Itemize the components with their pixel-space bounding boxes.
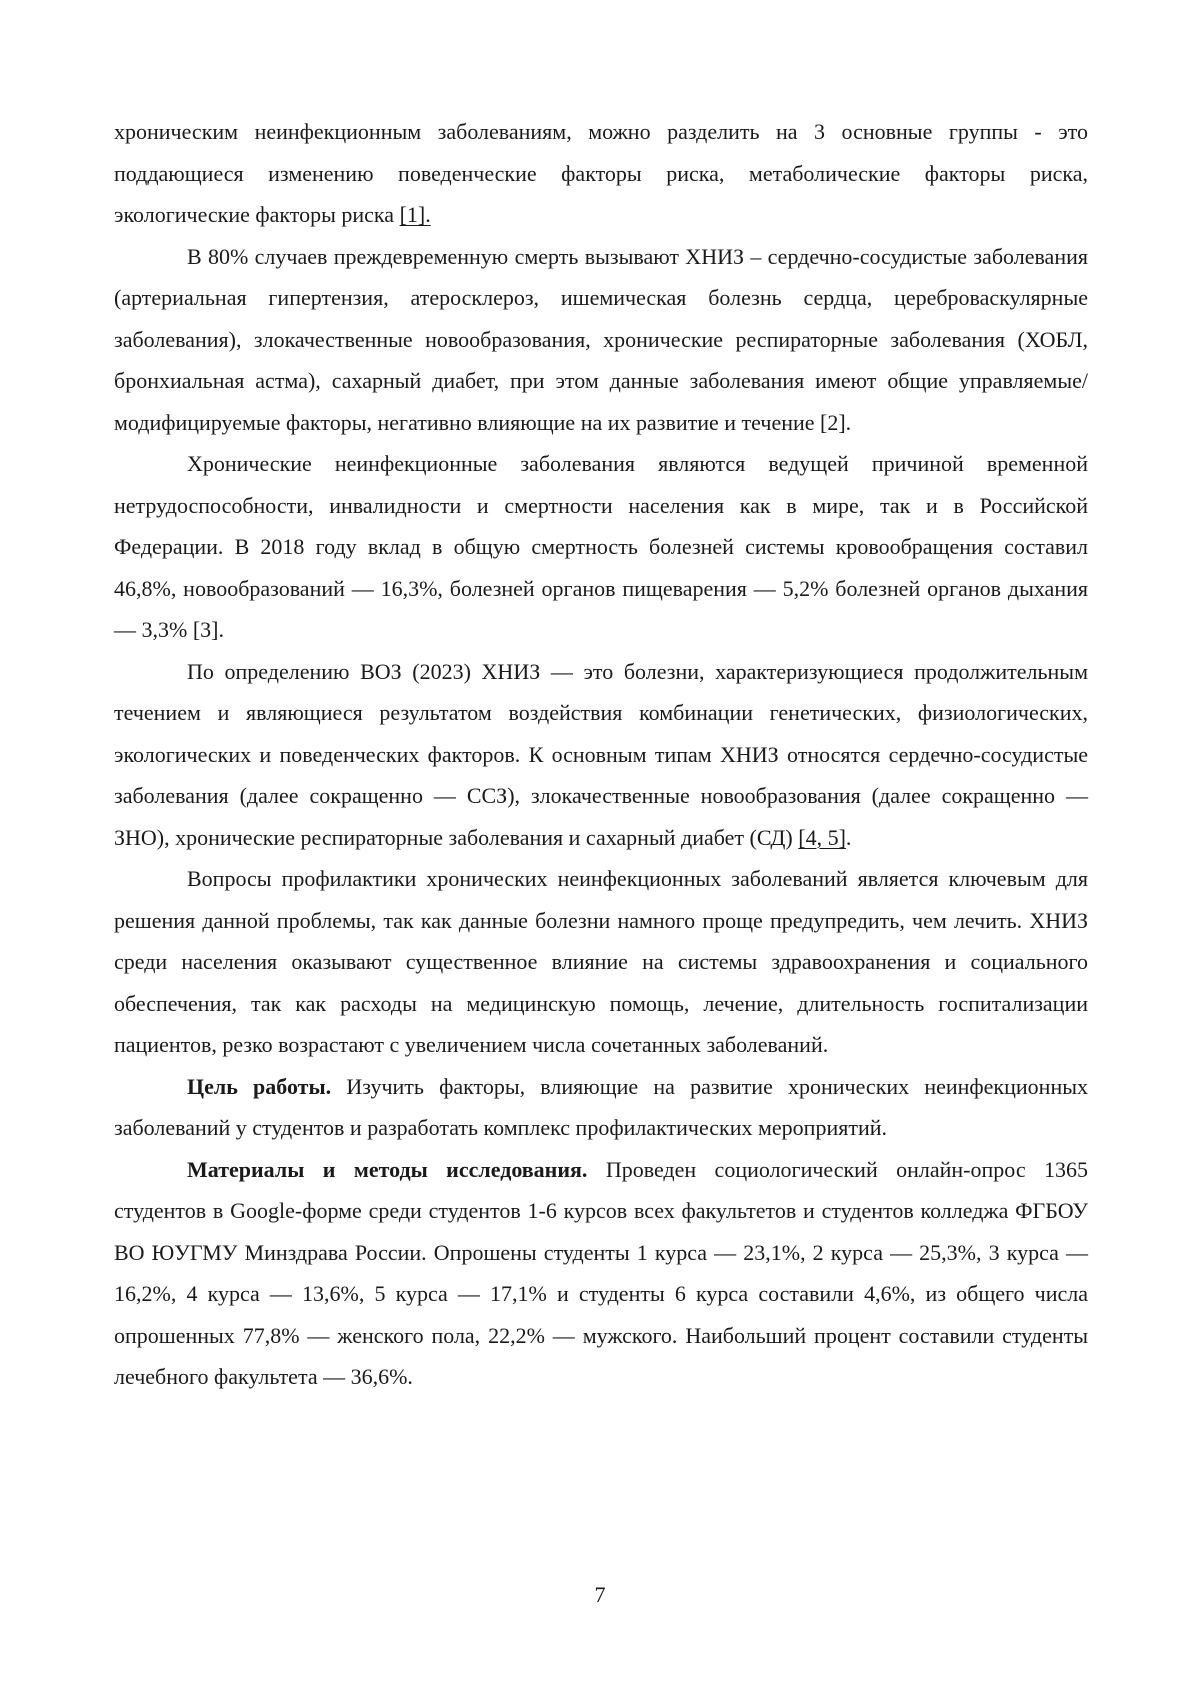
paragraph-prevention [114,858,1088,1066]
paragraph-text: Проведен социологический онлайн-опрос 1365 студентов в Google-форме среди студентов 1-6 курсов всех факультетов и студентов колледжа ФГБОУ ВО ЮУГМУ Минздрава России. Опрошены студенты 1 курса — 23,1%, 2 курса — 25,3%, 3 курса — 16,2%, 4 курса — 13,6%, 5 курса — 17,1% и студенты 6 курса составили 4,6%, из общего числа опрошенных 77,8% — женского пола, 22,2% — мужского. Наибольший процент составили студенты лечебного факультета — 36,6%. [114,1157,1088,1390]
page-number: 7 [0,1580,1200,1610]
paragraph-mortality-statistics [114,443,1088,651]
paragraph-text: хроническим неинфекционным заболеваниям, можно разделить на 3 основные группы - это поддающиеся изменению поведенческие факторы риска, метаболические факторы риска, экологические факторы риска [114,119,1088,227]
citation-link[interactable]: [4, 5] [798,825,846,850]
document-body [114,111,1088,1398]
paragraph-text: В 80% случаев преждевременную смерть вызывают ХНИЗ – сердечно-сосудистые заболевания (артериальная гипертензия, атеросклероз, ишемическая болезнь сердца, цереброваскулярные заболевания), злокачественные новообразования, хронические респираторные заболевания (ХОБЛ, бронхиальная астма), сахарный диабет, при этом данные заболевания имеют общие управляемые/модифицируемые факторы, негативно влияющие на их развитие и течение [2]. [114,244,1088,435]
section-heading-goal: Цель работы. [187,1074,331,1099]
section-heading-methods: Материалы и методы исследования. [187,1157,587,1182]
paragraph-tail: . [846,825,852,850]
paragraph-text: Хронические неинфекционные заболевания являются ведущей причиной временной нетрудоспособности, инвалидности и смертности населения как в мире, так и в Российской Федерации. В 2018 году вклад в общую смертность болезней системы кровообращения составил 46,8%, новообразований — 16,3%, болезней органов пищеварения — 5,2% болезней органов дыхания — 3,3% [3]. [114,451,1088,642]
paragraph-text: По определению ВОЗ (2023) ХНИЗ — это болезни, характеризующиеся продолжительным течением и являющиеся результатом воздействия комбинации генетических, физиологических, экологических и поведенческих факторов. К основным типам ХНИЗ относятся сердечно-сосудистые заболевания (далее сокращенно — ССЗ), злокачественные новообразования (далее сокращенно — ЗНО), хронические респираторные заболевания и сахарный диабет (СД) [114,659,1088,850]
paragraph-premature-death [114,236,1088,444]
paragraph-who-definition [114,651,1088,859]
paragraph-materials-methods [114,1149,1088,1398]
paragraph-goal [114,1066,1088,1149]
paragraph-text: Изучить факторы, влияющие на развитие хронических неинфекционных заболеваний у студентов и разработать комплекс профилактических мероприятий. [114,1074,1088,1141]
paragraph-risk-factor-groups [114,111,1088,236]
citation-link[interactable]: [1]. [400,202,431,227]
paragraph-text: Вопросы профилактики хронических неинфекционных заболеваний является ключевым для решения данной проблемы, так как данные болезни намного проще предупредить, чем лечить. ХНИЗ среди населения оказывают существенное влияние на системы здравоохранения и социального обеспечения, так как расходы на медицинскую помощь, лечение, длительность госпитализации пациентов, резко возрастают с увеличением числа сочетанных заболеваний. [114,866,1088,1057]
